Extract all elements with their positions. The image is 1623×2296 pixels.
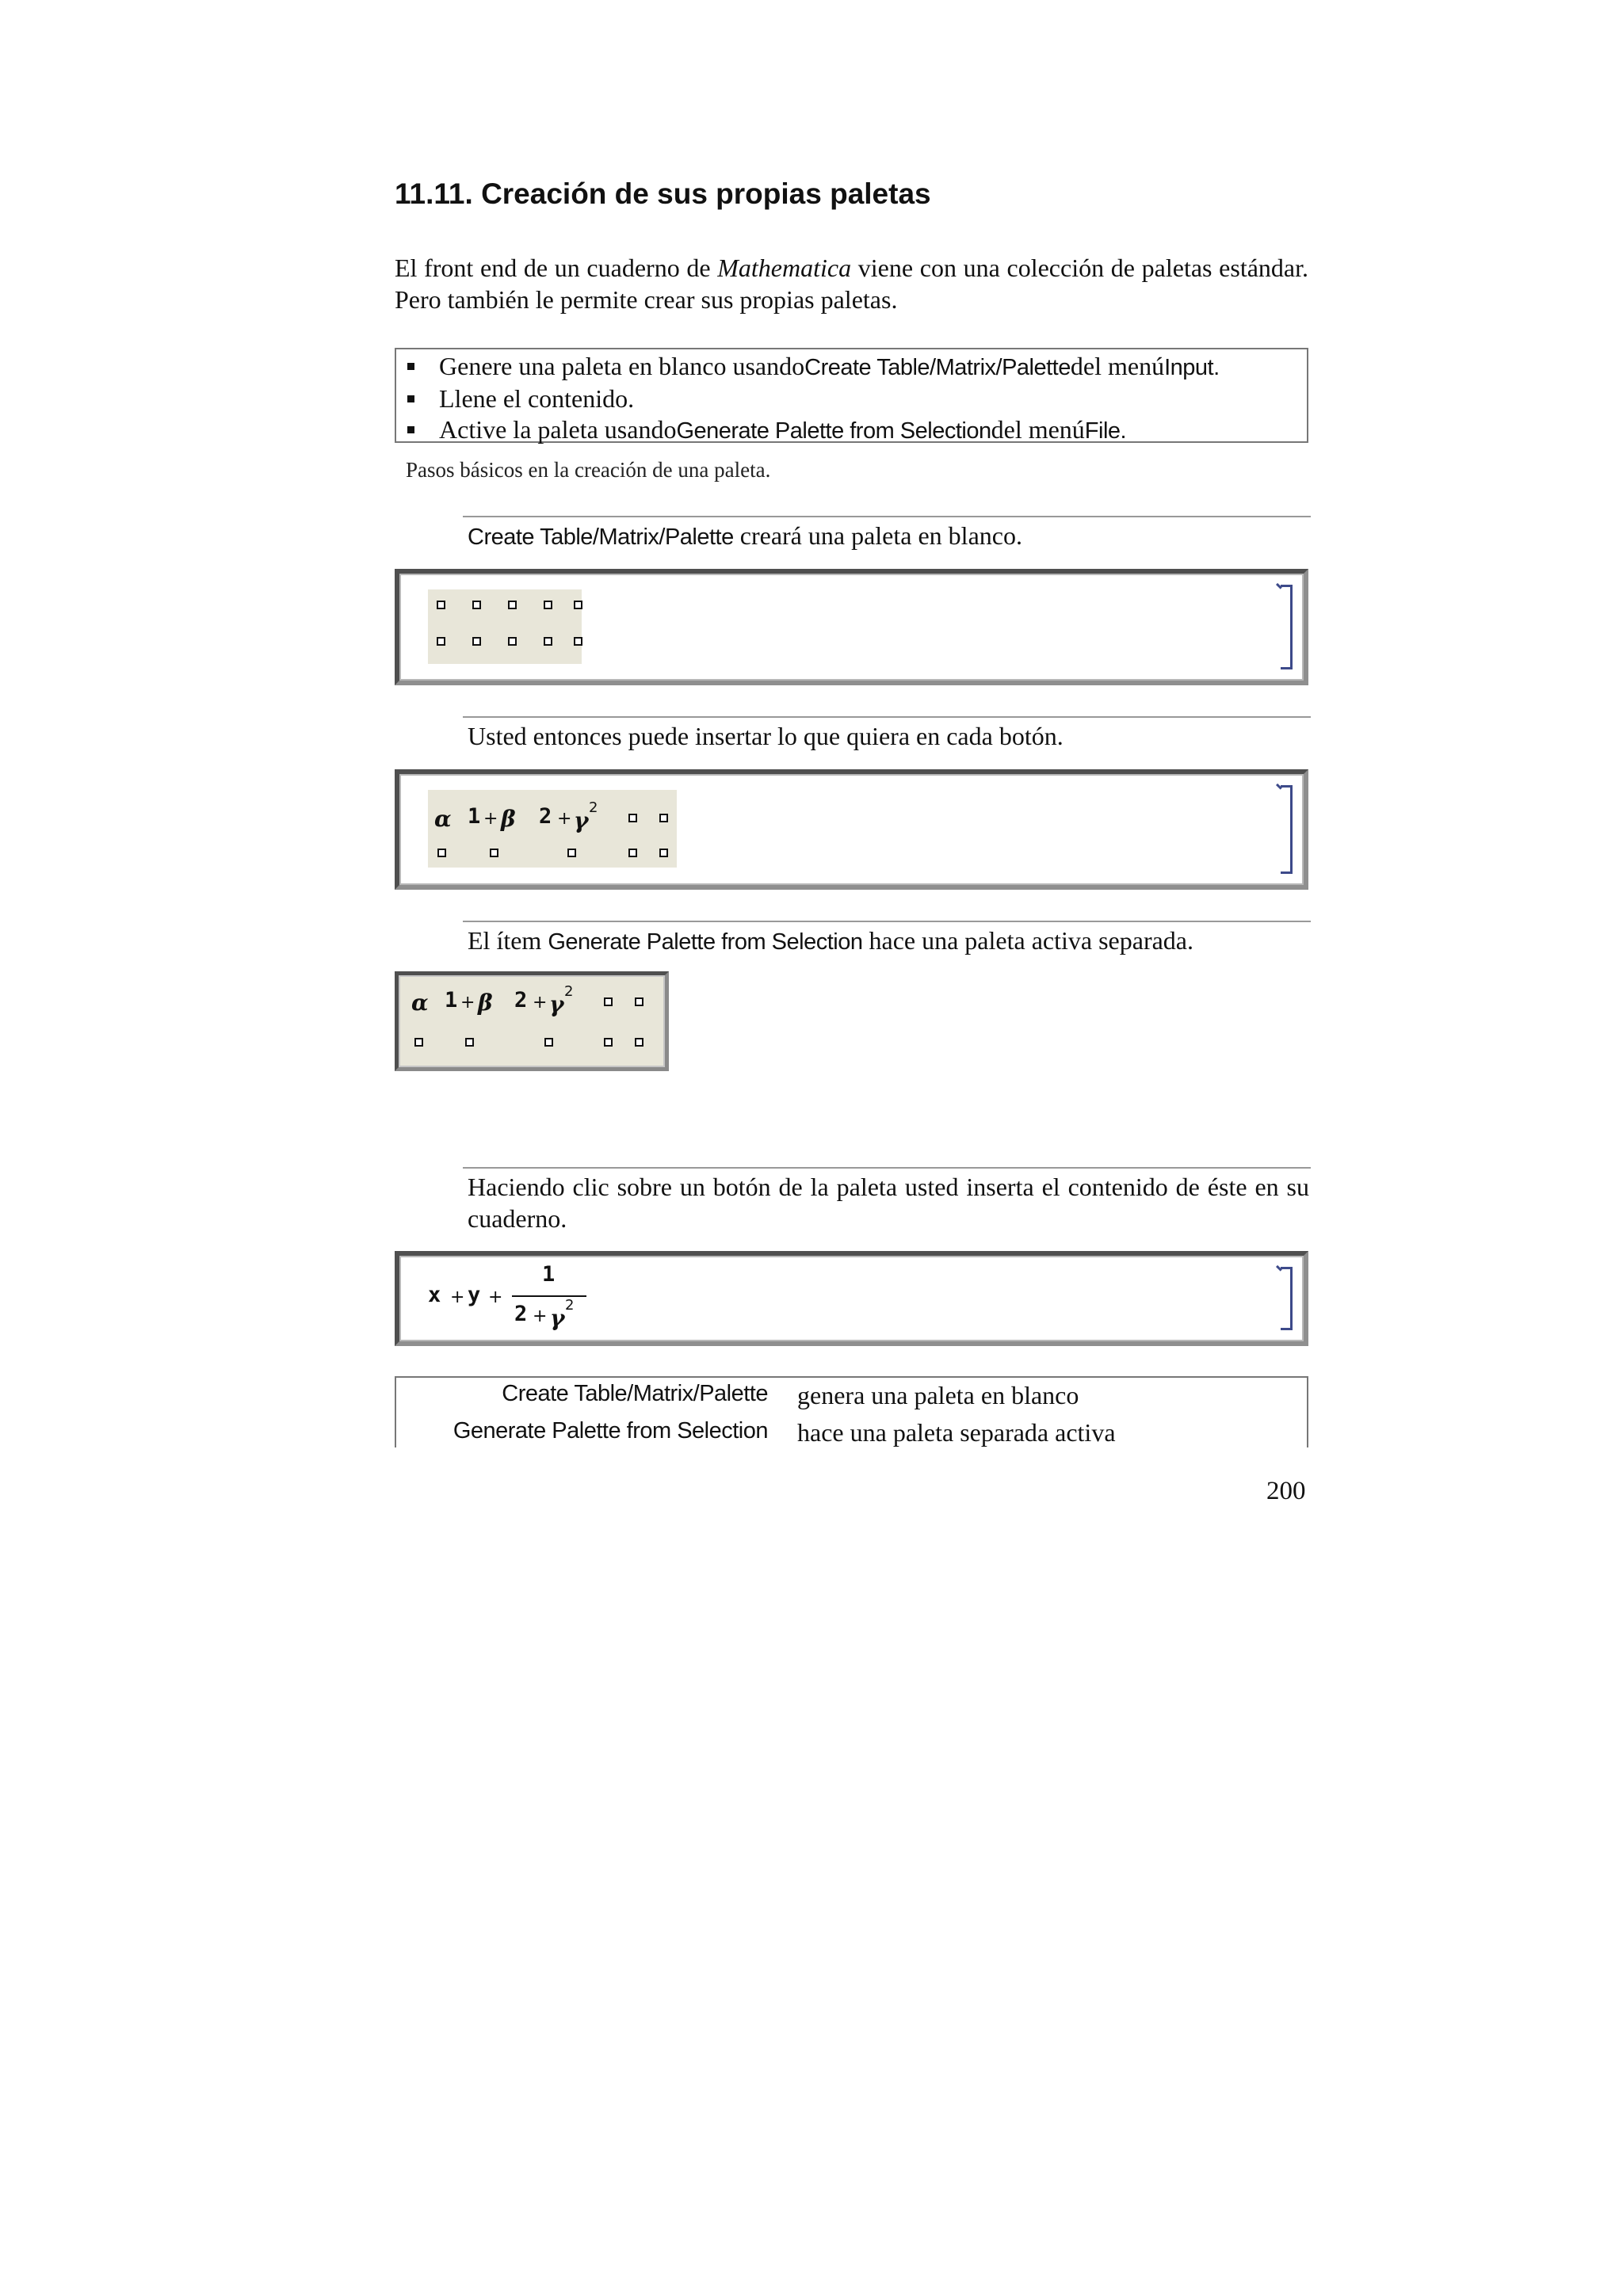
palette-square: 2	[564, 983, 574, 1000]
intro-paragraph	[395, 252, 1308, 315]
palette-plus: +	[460, 993, 475, 1013]
step-text: del menú	[991, 415, 1085, 444]
palette-two[interactable]: 2	[539, 804, 552, 829]
bullet-icon	[407, 426, 414, 433]
placeholder-button[interactable]	[508, 637, 517, 646]
separator	[463, 1167, 1311, 1169]
expr-gamma: γ	[550, 1305, 565, 1331]
placeholder-button[interactable]	[437, 601, 445, 609]
palette-square: 2	[589, 799, 598, 816]
placeholder-button[interactable]	[635, 1038, 643, 1047]
section-title: 11.11. Creación de sus propias paletas	[395, 177, 931, 210]
steps-caption: Pasos básicos en la creación de una paleta.	[406, 458, 771, 482]
expr-square: 2	[565, 1297, 575, 1314]
cell-bracket-icon[interactable]	[1281, 585, 1293, 669]
step-command: Generate Palette from Selection	[676, 418, 991, 444]
step-item	[407, 414, 1307, 447]
blank-palette-grid	[428, 589, 582, 664]
description-text: hace una paleta activa separada.	[862, 926, 1193, 955]
summary-description: genera una paleta en blanco	[797, 1381, 1079, 1409]
intro-text-start: El front end de un cuaderno de	[395, 254, 718, 282]
placeholder-button[interactable]	[472, 601, 481, 609]
cell-bracket-icon[interactable]	[1281, 785, 1293, 874]
filled-palette-grid	[428, 790, 677, 868]
summary-table	[395, 1376, 1308, 1447]
summary-command: Generate Palette from Selection	[453, 1418, 768, 1444]
fill-description: Usted entonces puede insertar lo que quiera en cada botón.	[468, 722, 1064, 750]
placeholder-button[interactable]	[544, 637, 552, 646]
generated-palette-window[interactable]	[395, 971, 669, 1071]
notebook-cell-result[interactable]	[395, 1251, 1308, 1346]
expr-plus: +	[533, 1306, 548, 1326]
bullet-icon	[407, 363, 414, 370]
placeholder-button[interactable]	[490, 849, 498, 857]
palette-plus: +	[533, 993, 548, 1013]
click-description: Haciendo clic sobre un botón de la paleta usted inserta el contenido de éste en su cuaderno.	[468, 1173, 1309, 1233]
step-text: Llene el contenido.	[439, 384, 635, 413]
fraction-bar	[512, 1295, 586, 1297]
notebook-cell-blank-palette[interactable]	[395, 569, 1308, 685]
separator	[463, 921, 1311, 922]
separator	[463, 716, 1311, 718]
placeholder-button[interactable]	[437, 637, 445, 646]
generate-description	[468, 925, 1193, 958]
placeholder-button[interactable]	[544, 601, 552, 609]
page-number: 200	[1266, 1477, 1306, 1505]
placeholder-button[interactable]	[628, 849, 637, 857]
step-text: del menú	[1070, 352, 1165, 380]
notebook-cell-filled-palette[interactable]	[395, 769, 1308, 890]
placeholder-button[interactable]	[465, 1038, 474, 1047]
step-menu: File	[1084, 418, 1121, 444]
placeholder-button[interactable]	[574, 601, 582, 609]
placeholder-button[interactable]	[567, 849, 576, 857]
command-name: Generate Palette from Selection	[548, 929, 863, 955]
intro-mathematica: Mathematica	[717, 254, 852, 282]
palette-button-two[interactable]: 2	[514, 988, 528, 1013]
palette-button-beta[interactable]: β	[478, 990, 493, 1016]
placeholder-button[interactable]	[437, 849, 446, 857]
placeholder-button[interactable]	[414, 1038, 423, 1047]
palette-gamma[interactable]: γ	[574, 807, 589, 833]
step-item	[407, 383, 1307, 414]
expr-x: x	[428, 1283, 441, 1307]
palette-plus: +	[557, 809, 572, 829]
placeholder-button[interactable]	[635, 997, 643, 1006]
step-text: Genere una paleta en blanco usando	[439, 352, 805, 380]
description-text: creará una paleta en blanco.	[733, 521, 1022, 550]
blank-palette-description	[468, 520, 1022, 553]
step-end: .	[1120, 418, 1127, 444]
palette-button-alpha[interactable]: α	[411, 990, 429, 1016]
placeholder-button[interactable]	[574, 637, 582, 646]
command-name: Create Table/Matrix/Palette	[468, 524, 734, 550]
expr-numerator: 1	[542, 1262, 556, 1287]
placeholder-button[interactable]	[659, 849, 668, 857]
summary-description: hace una paleta separada activa	[797, 1418, 1116, 1447]
expr-y: y	[468, 1283, 481, 1307]
palette-alpha[interactable]: α	[434, 806, 452, 832]
placeholder-button[interactable]	[544, 1038, 553, 1047]
bullet-icon	[407, 395, 414, 402]
expr-den-two: 2	[514, 1302, 528, 1326]
placeholder-button[interactable]	[508, 601, 517, 609]
placeholder-button[interactable]	[628, 814, 637, 822]
step-item	[407, 351, 1307, 383]
palette-beta[interactable]: β	[501, 806, 516, 832]
placeholder-button[interactable]	[659, 814, 668, 822]
step-text: Active la paleta usando	[439, 415, 677, 444]
palette-button-one[interactable]: 1	[445, 988, 458, 1013]
intro-text-end: viene con una colección de paletas estándar. Pero también le permite crear sus propias paletas.	[395, 254, 1309, 314]
placeholder-button[interactable]	[472, 637, 481, 646]
summary-command: Create Table/Matrix/Palette	[502, 1381, 768, 1406]
placeholder-button[interactable]	[604, 997, 613, 1006]
palette-plus: +	[483, 809, 498, 829]
palette-one[interactable]: 1	[468, 804, 481, 829]
steps-box	[395, 348, 1308, 443]
step-end: .	[1213, 355, 1220, 380]
expr-plus: +	[488, 1287, 503, 1307]
step-menu: Input	[1164, 355, 1214, 380]
separator	[463, 516, 1311, 517]
placeholder-button[interactable]	[604, 1038, 613, 1047]
palette-button-gamma[interactable]: γ	[549, 991, 564, 1017]
step-command: Create Table/Matrix/Palette	[804, 355, 1071, 380]
description-text: El ítem	[468, 926, 548, 955]
cell-bracket-icon[interactable]	[1281, 1267, 1293, 1330]
expr-plus: +	[450, 1287, 465, 1307]
